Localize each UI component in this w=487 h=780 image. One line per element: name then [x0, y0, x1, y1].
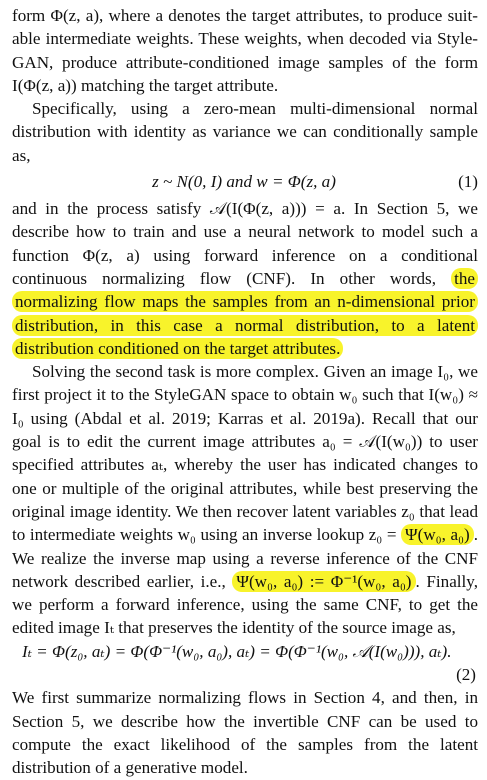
paragraph-inverse-text: Solving the second task is more complex. Given an image I₀, we first project it to the StyleGAN space to obtain w₀ such that I(w₀) ≈ I₀ using (Abdal et al. 2019; Karras et al. 2019a). Recall that our goal is to edit the current image attributes a₀ = 𝒜(I(w₀)) to user specified attributes aₜ, whereby the user has indicated changes to one or multiple of the original attributes, while best preserving the original image identity. We then recover latent variables z₀ that lead to intermediate weights w₀ using an inverse lookup z₀ =	[12, 362, 478, 545]
highlight-normalizing-flow: the normalizing flow maps the samples from an n-dimensional prior distribution, in this case a normal distribution, to a latent distribution conditioned on the target attributes.	[12, 268, 478, 359]
highlight-inverse-map: Ψ(w₀, a₀) := Φ⁻¹(w₀, a₀)	[232, 571, 415, 592]
highlight-inverse-lookup: Ψ(w₀, a₀)	[401, 524, 474, 545]
paragraph-inverse	[12, 360, 478, 640]
equation-1	[12, 167, 478, 197]
paragraph-inverse-mid: . We realize the inverse map using a reverse inference of the CNF network described earlier, i.e.,	[12, 525, 478, 591]
paragraph-summary: We first summarize normalizing flows in Section 4, and then, in Section 5, we describe how the invertible CNF can be used to compute the exact likelihood of the samples from the latent distribution of a generative model.	[12, 688, 478, 778]
equation-1-number: (1)	[458, 172, 478, 192]
equation-2-body: Iₜ = Φ(z₀, aₜ) = Φ(Φ⁻¹(w₀, a₀), aₜ) = Φ(Φ⁻¹(w₀, 𝒜(I(w₀))), aₜ).	[22, 641, 452, 661]
equation-1-body: z ~ N(0, I) and w = Φ(z, a)	[152, 172, 336, 192]
equation-2-number: (2)	[456, 665, 476, 685]
paragraph-cnf	[12, 197, 478, 360]
paragraph-intro: form Φ(z, a), where a denotes the target attributes, to produce suit-able intermediate weights. These weights, when decoded via Style-GAN, produce attribute-conditioned image samples of the form I(Φ(z, a)) matching the target attribute.	[12, 6, 478, 95]
paragraph-sampling: Specifically, using a zero-mean multi-dimensional normal distribution with identity as variance we can conditionally sample as,	[12, 99, 478, 165]
paragraph-cnf-text: and in the process satisfy 𝒜(I(Φ(z, a))) = a. In Section 5, we describe how to train and use a neural network to model such a function Φ(z, a) using forward inference on a conditional continuous normalizing flow (CNF). In other words,	[12, 199, 478, 288]
equation-2	[12, 640, 478, 687]
paragraph-inverse-post: . Finally, we perform a forward inference, using the same CNF, to get the edited image Iₜ that preserves the identity of the source image as,	[12, 571, 478, 638]
